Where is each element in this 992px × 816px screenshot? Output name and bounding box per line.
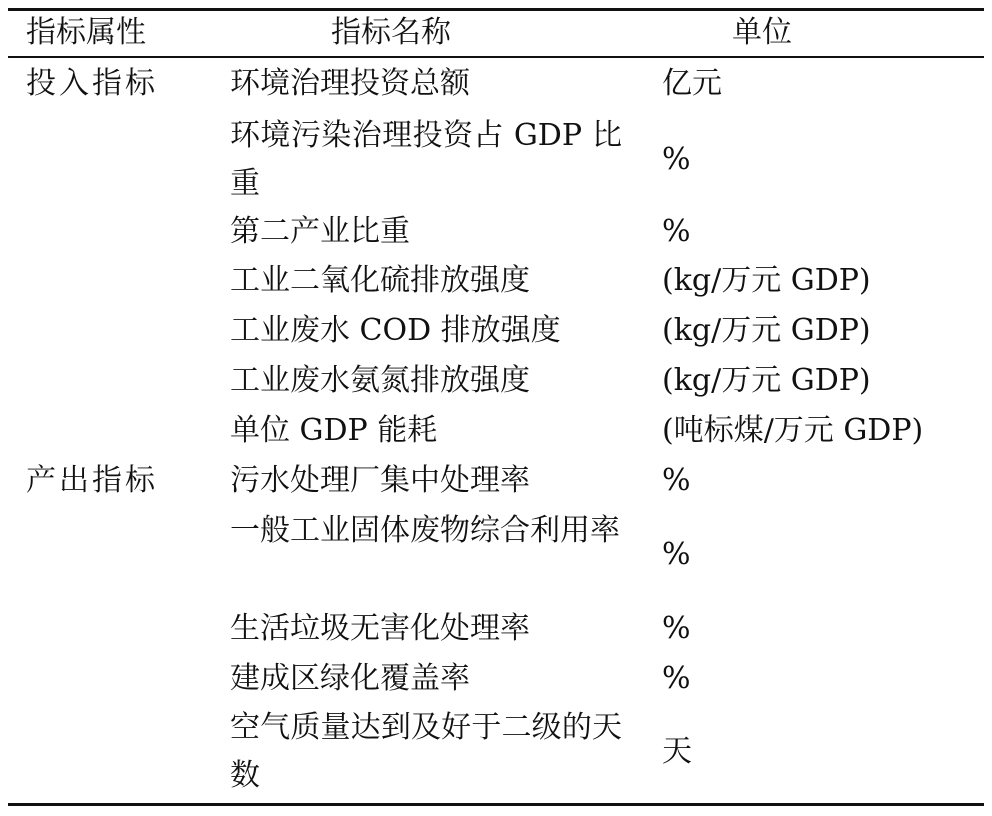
row-unit: % bbox=[662, 661, 691, 696]
row-unit: % bbox=[662, 142, 691, 177]
table-row bbox=[8, 60, 984, 108]
table-row bbox=[8, 704, 984, 800]
row-name: 建成区绿化覆盖率 bbox=[230, 661, 470, 696]
table-row bbox=[8, 457, 984, 505]
row-name: 环境污染治理投资占 GDP 比重 bbox=[230, 118, 622, 201]
row-name: 工业废水氨氮排放强度 bbox=[230, 363, 530, 398]
row-name: 生活垃圾无害化处理率 bbox=[230, 611, 530, 646]
row-attribute: 产出指标 bbox=[26, 463, 158, 498]
row-name: 第二产业比重 bbox=[230, 214, 410, 249]
row-unit: % bbox=[662, 214, 691, 249]
row-unit: (kg/万元 GDP) bbox=[662, 363, 871, 398]
row-name: 工业二氧化硫排放强度 bbox=[230, 263, 530, 298]
top-rule bbox=[8, 8, 984, 11]
table-row bbox=[8, 507, 984, 603]
row-unit: % bbox=[662, 537, 691, 572]
table-row bbox=[8, 655, 984, 703]
row-name: 工业废水 COD 排放强度 bbox=[230, 313, 561, 348]
header-attribute: 指标属性 bbox=[26, 15, 146, 50]
row-unit: 亿元 bbox=[662, 66, 722, 101]
row-attribute: 投入指标 bbox=[26, 66, 158, 101]
row-name: 空气质量达到及好于二级的天数 bbox=[230, 710, 622, 793]
row-name: 单位 GDP 能耗 bbox=[230, 413, 438, 448]
row-unit: (吨标煤/万元 GDP) bbox=[662, 413, 924, 448]
row-unit: (kg/万元 GDP) bbox=[662, 263, 871, 298]
row-name: 环境治理投资总额 bbox=[230, 66, 470, 101]
table-row bbox=[8, 357, 984, 405]
header-name: 指标名称 bbox=[331, 15, 451, 50]
bottom-rule bbox=[8, 803, 984, 806]
row-unit: % bbox=[662, 463, 691, 498]
table-row bbox=[8, 605, 984, 653]
table-row bbox=[8, 257, 984, 305]
row-name: 污水处理厂集中处理率 bbox=[230, 463, 530, 498]
header-rule bbox=[8, 56, 984, 58]
row-name: 一般工业固体废物综合利用率 bbox=[230, 513, 620, 548]
table-row bbox=[8, 407, 984, 455]
row-unit: 天 bbox=[662, 734, 692, 769]
header-unit: 单位 bbox=[732, 15, 792, 50]
table-row bbox=[8, 307, 984, 355]
table-row bbox=[8, 112, 984, 208]
row-unit: % bbox=[662, 611, 691, 646]
row-unit: (kg/万元 GDP) bbox=[662, 313, 871, 348]
table-row bbox=[8, 208, 984, 256]
